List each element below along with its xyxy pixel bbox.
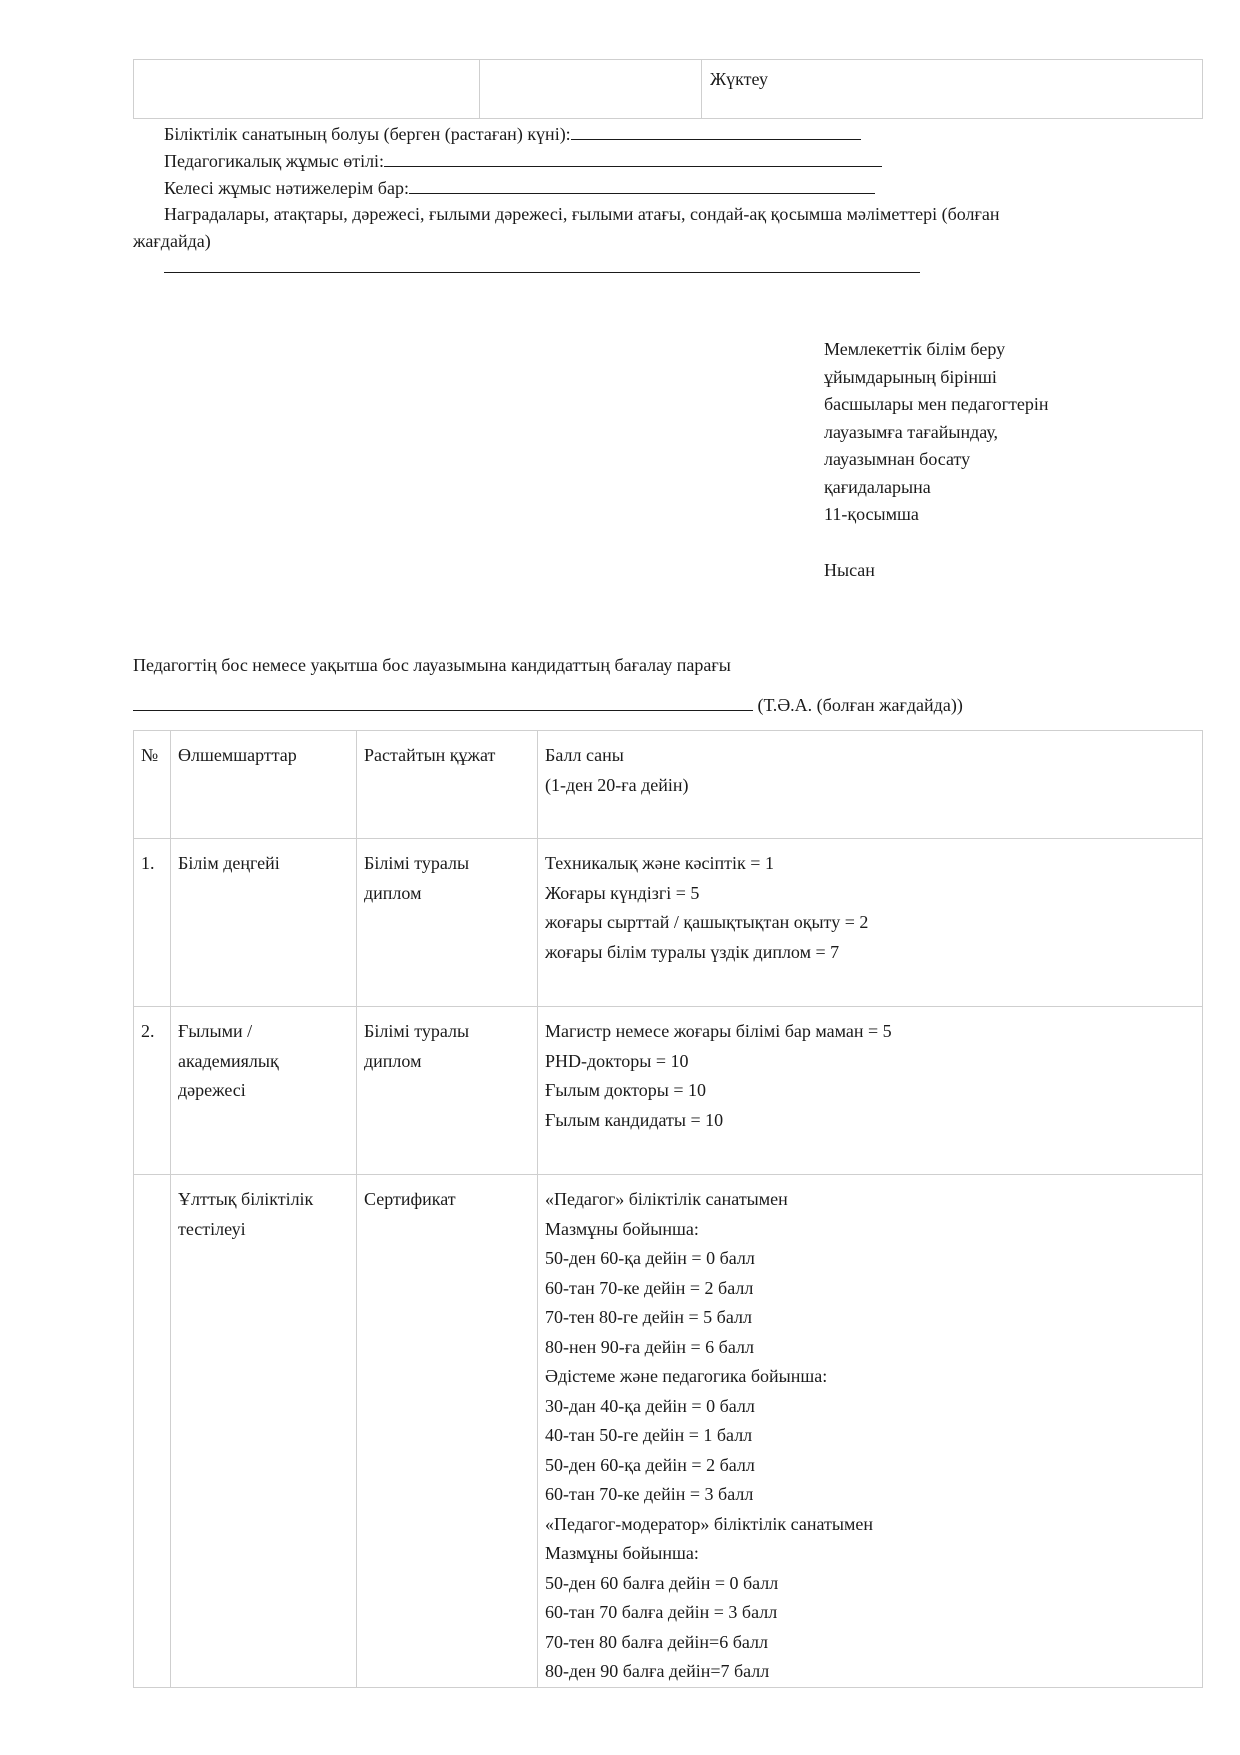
appendix-block: [824, 336, 1164, 584]
appendix-line: ұйымдарының бірінші: [824, 366, 997, 387]
points-line: 70-тен 80 балға дейін=6 балл: [545, 1631, 768, 1652]
points-line: Ғылым кандидаты = 10: [545, 1109, 724, 1130]
qualification-blank: [571, 122, 861, 140]
criteria-line: Ұлттық біліктілік: [178, 1189, 314, 1209]
points-line: «Педагог-модератор» біліктілік санатымен: [545, 1513, 873, 1534]
points-line: 40-тан 50-ге дейін = 1 балл: [545, 1425, 753, 1445]
document-line: Білімі туралы: [364, 853, 470, 873]
points-line: 60-тан 70 балға дейін = 3 балл: [545, 1602, 778, 1622]
top-table-cell-2: [480, 60, 702, 119]
name-line: [133, 693, 963, 717]
points-line: 60-тан 70-ке дейін = 2 балл: [545, 1277, 754, 1298]
top-table-cell-3: [702, 60, 1203, 119]
awards-blank: [164, 272, 920, 273]
form-label: Нысан: [824, 559, 875, 580]
header-criteria: Өлшемшарттар: [171, 731, 357, 839]
document-line: Білімі туралы: [364, 1021, 470, 1041]
appendix-line: 11-қосымша: [824, 504, 919, 524]
top-table: [133, 59, 1203, 119]
row-points: [538, 1007, 1203, 1175]
results-label: Келесі жұмыс нәтижелерім бар:: [164, 178, 409, 198]
results-field: [164, 176, 875, 200]
criteria-table: [133, 730, 1203, 1688]
appendix-line: Мемлекеттік білім беру: [824, 339, 1006, 359]
points-line: Ғылым докторы = 10: [545, 1080, 707, 1100]
appendix-line: қағидаларына: [824, 476, 931, 497]
row-num: [134, 1175, 171, 1688]
appendix-line: лауазымнан босату: [824, 449, 971, 469]
table-row: [134, 839, 1203, 1007]
points-line: 50-ден 60 балға дейін = 0 балл: [545, 1572, 779, 1593]
points-line: Мазмұны бойынша:: [545, 1218, 699, 1239]
criteria-line: академиялық: [178, 1050, 279, 1071]
points-line: 50-ден 60-қа дейін = 0 балл: [545, 1248, 755, 1268]
points-line: Жоғары күндізгі = 5: [545, 882, 700, 903]
criteria-line: тестілеуі: [178, 1218, 246, 1239]
experience-blank: [384, 149, 882, 167]
header-document: Растайтын құжат: [357, 731, 538, 839]
points-line: 80-нен 90-ға дейін = 6 балл: [545, 1336, 754, 1357]
points-line: жоғары сырттай / қашықтықтан оқыту = 2: [545, 912, 869, 932]
points-line: PHD-докторы = 10: [545, 1050, 689, 1071]
sheet-title: Педагогтің бос немесе уақытша бос лауазымына кандидаттың бағалау парағы: [133, 655, 731, 675]
top-table-cell-1: [134, 60, 480, 119]
header-points-range: (1-ден 20-ға дейін): [545, 774, 689, 795]
results-blank: [409, 176, 875, 194]
points-line: «Педагог» біліктілік санатымен: [545, 1189, 788, 1209]
appendix-line: басшылары мен педагогтерін: [824, 394, 1049, 414]
upload-label: Жүктеу: [710, 69, 769, 89]
awards-line-1: Наградалары, атақтары, дәрежесі, ғылыми дәрежесі, ғылыми атағы, сондай-ақ қосымша мәліметтері (болған: [164, 204, 1000, 224]
document-line: диплом: [364, 882, 422, 903]
points-line: 30-дан 40-қа дейін = 0 балл: [545, 1395, 755, 1416]
header-points-line: Балл саны: [545, 745, 624, 765]
criteria-line: Ғылыми /: [178, 1021, 253, 1041]
awards-line-2: жағдайда): [133, 231, 211, 251]
experience-label: Педагогикалық жұмыс өтілі:: [164, 151, 385, 171]
points-line: Техникалық және кәсіптік = 1: [545, 853, 774, 873]
appendix-line: лауазымға тағайындау,: [824, 421, 999, 442]
row-document: [357, 839, 538, 1007]
row-points: [538, 1175, 1203, 1688]
points-line: 80-ден 90 балға дейін=7 балл: [545, 1661, 770, 1681]
row-points: [538, 839, 1203, 1007]
row-criteria: Білім деңгейі: [171, 839, 357, 1007]
row-document: Сертификат: [357, 1175, 538, 1688]
document-line: диплом: [364, 1050, 422, 1071]
qualification-field: [164, 122, 861, 146]
criteria-line: дәрежесі: [178, 1080, 246, 1100]
points-line: 50-ден 60-қа дейін = 2 балл: [545, 1454, 755, 1475]
table-header-row: [134, 731, 1203, 839]
row-num: 2.: [134, 1007, 171, 1175]
points-line: Әдістеме және педагогика бойынша:: [545, 1366, 828, 1386]
table-row: [134, 1007, 1203, 1175]
points-line: Магистр немесе жоғары білімі бар маман = 5: [545, 1021, 892, 1041]
table-row: [134, 1175, 1203, 1688]
points-line: 70-тен 80-ге дейін = 5 балл: [545, 1307, 752, 1327]
experience-field: [164, 149, 882, 173]
name-blank: [133, 693, 753, 711]
points-line: Мазмұны бойынша:: [545, 1543, 699, 1563]
row-num: 1.: [134, 839, 171, 1007]
points-line: жоғары білім туралы үздік диплом = 7: [545, 941, 840, 962]
points-line: 60-тан 70-ке дейін = 3 балл: [545, 1484, 754, 1504]
row-criteria: [171, 1007, 357, 1175]
header-num: №: [134, 731, 171, 839]
header-points: [538, 731, 1203, 839]
row-criteria: [171, 1175, 357, 1688]
row-document: [357, 1007, 538, 1175]
qualification-label: Біліктілік санатының болуы (берген (растаған) күні):: [164, 124, 571, 144]
name-hint: (Т.Ә.А. (болған жағдайда)): [757, 695, 963, 715]
